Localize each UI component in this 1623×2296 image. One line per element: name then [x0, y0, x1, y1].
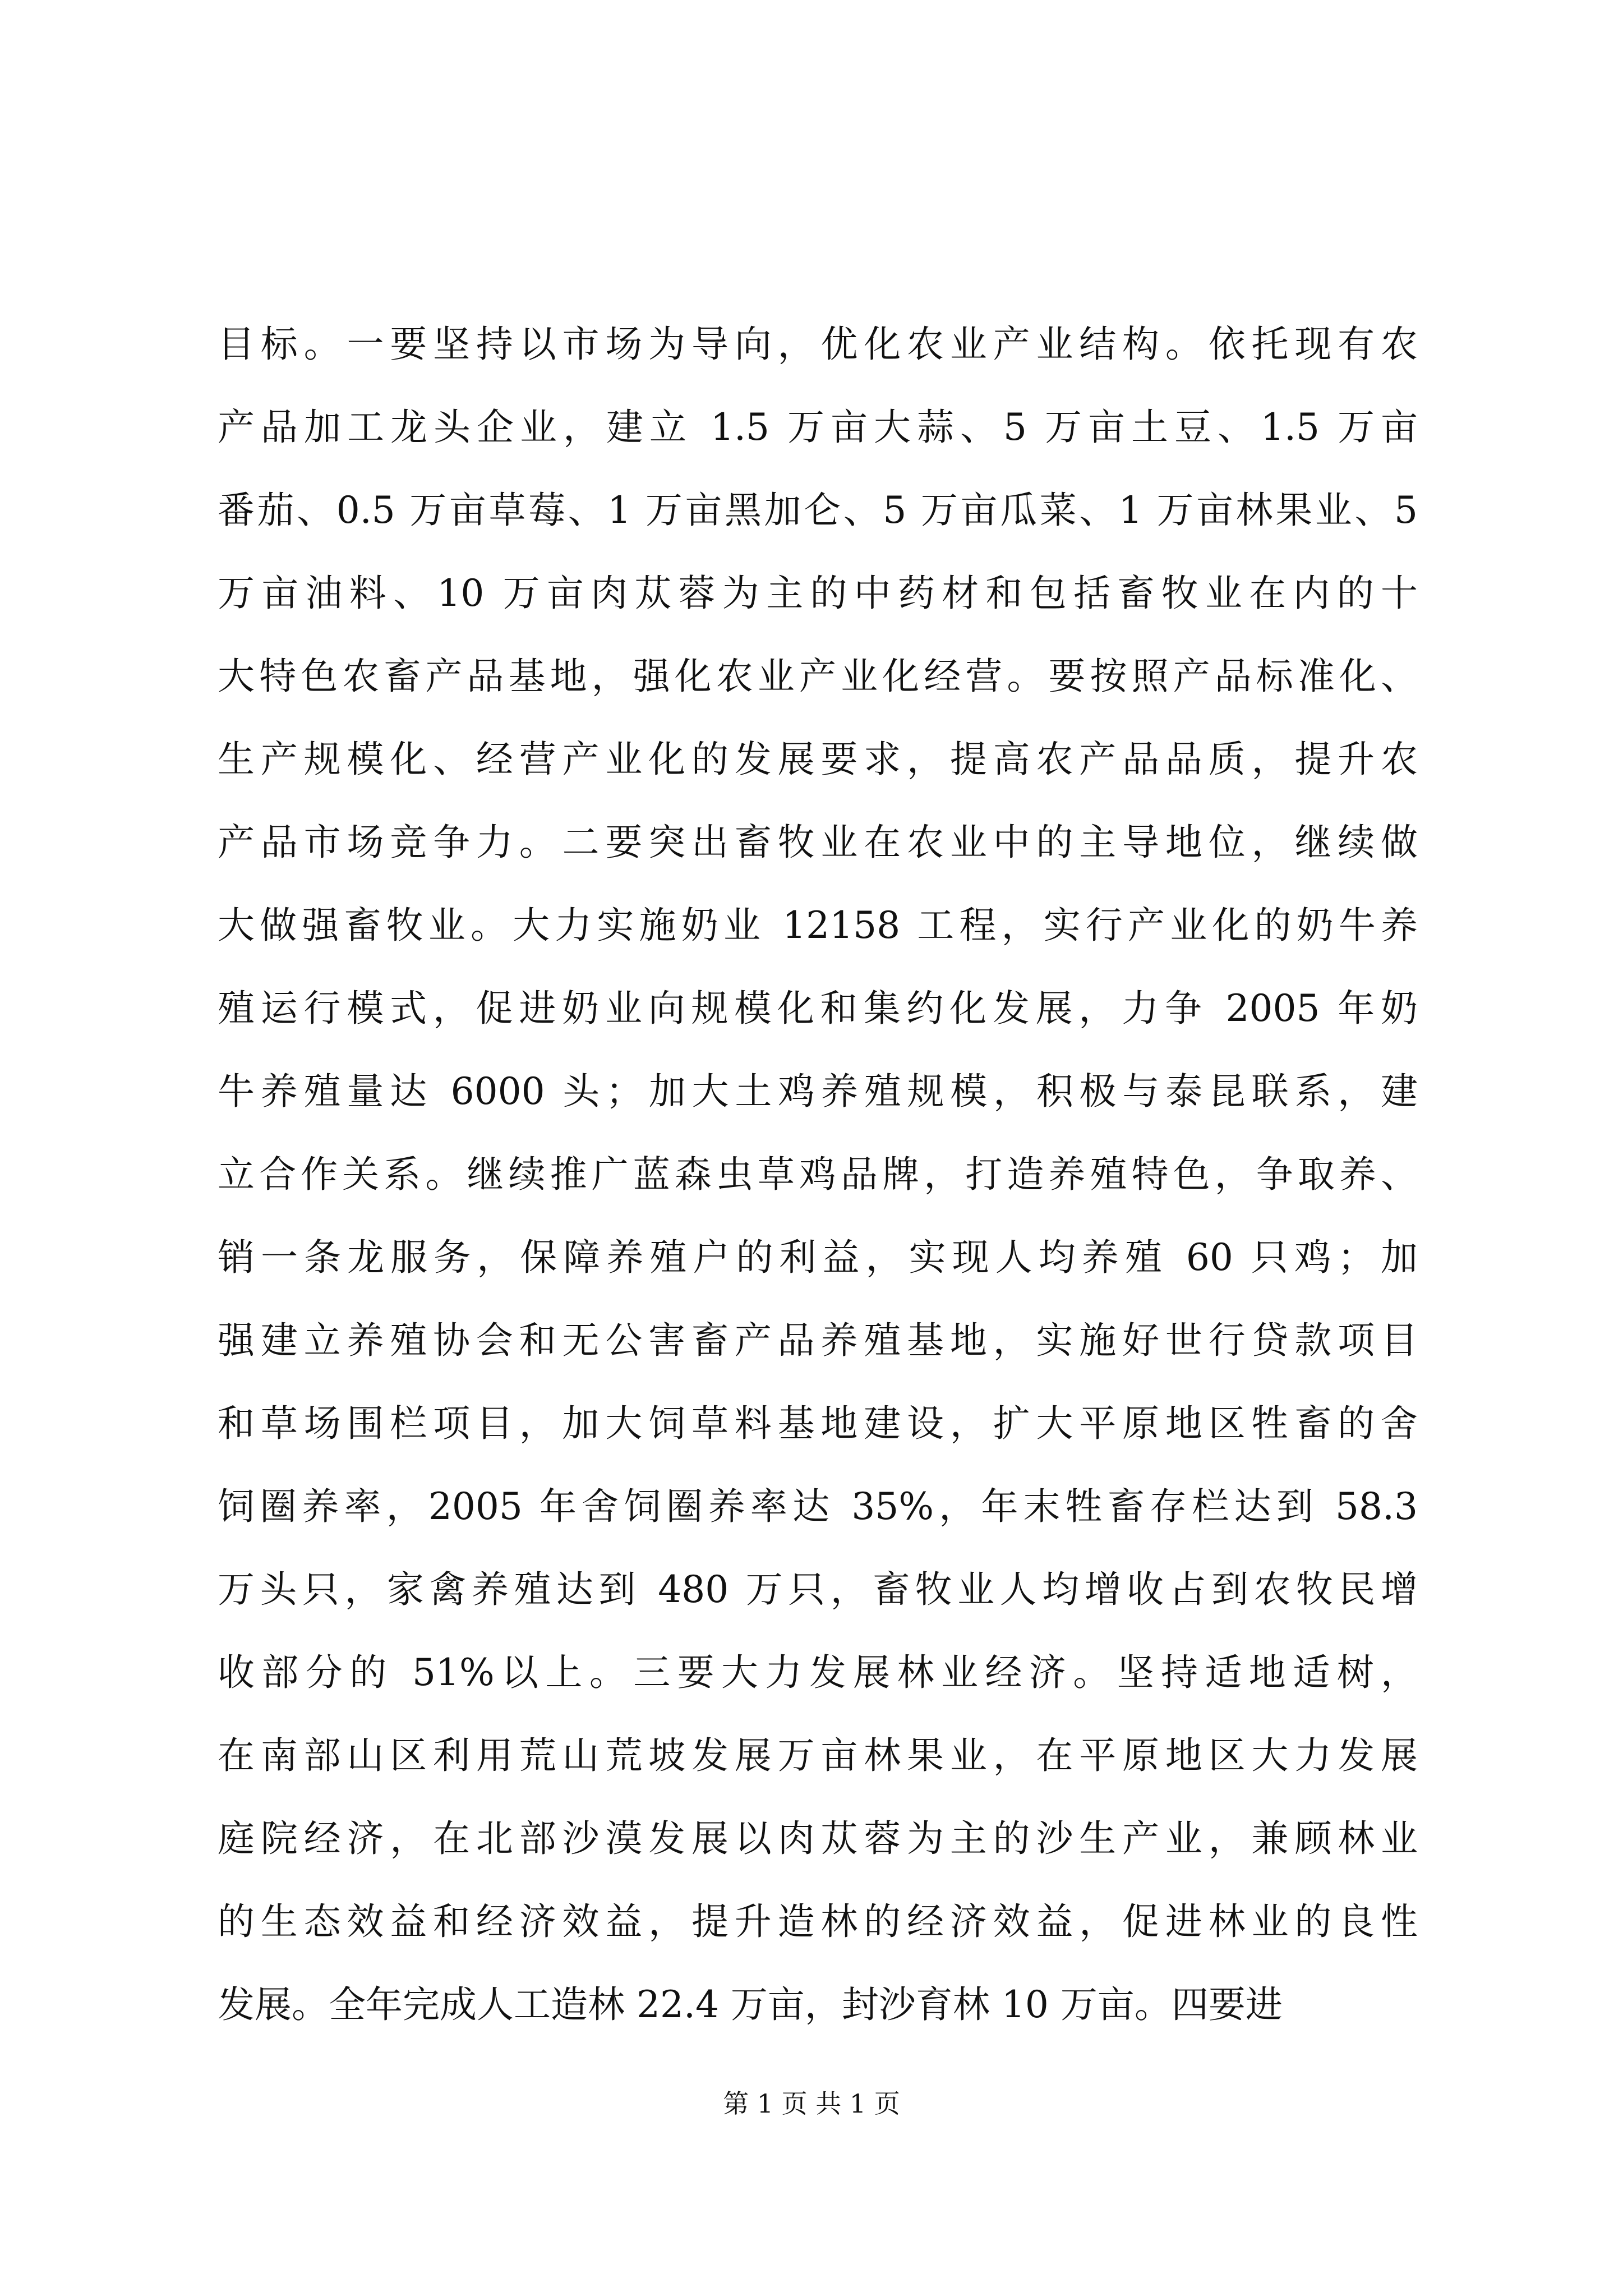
- text-line-4: 万亩油料、10 万亩肉苁蓉为主的中药材和包括畜牧业在内的十: [218, 572, 1418, 615]
- page-footer: 第 1 页 共 1 页: [723, 2088, 900, 2119]
- text-line-19: 庭院经济，在北部沙漠发展以肉苁蓉为主的沙生产业，兼顾林业: [218, 1817, 1418, 1860]
- text-line-21: 发展。全年完成人工造林 22.4 万亩，封沙育林 10 万亩。四要进: [218, 1983, 1283, 2026]
- text-line-9: 殖运行模式，促进奶业向规模化和集约化发展，力争 2005 年奶: [218, 987, 1418, 1030]
- text-line-11: 立合作关系。继续推广蓝森虫草鸡品牌，打造养殖特色，争取养、: [218, 1153, 1418, 1196]
- text-line-14: 和草场围栏项目，加大饲草料基地建设，扩大平原地区牲畜的舍: [218, 1402, 1418, 1445]
- text-line-2: 产品加工龙头企业，建立 1.5 万亩大蒜、5 万亩土豆、1.5 万亩: [218, 406, 1418, 449]
- text-line-10: 牛养殖量达 6000 头；加大土鸡养殖规模，积极与泰昆联系，建: [218, 1070, 1418, 1113]
- text-line-3: 番茄、0.5 万亩草莓、1 万亩黑加仑、5 万亩瓜菜、1 万亩林果业、5: [218, 489, 1418, 532]
- text-line-13: 强建立养殖协会和无公害畜产品养殖基地，实施好世行贷款项目: [218, 1319, 1418, 1362]
- text-line-12: 销一条龙服务，保障养殖户的利益，实现人均养殖 60 只鸡；加: [218, 1236, 1418, 1279]
- text-line-17: 收部分的 51%以上。三要大力发展林业经济。坚持适地适树，: [218, 1651, 1418, 1694]
- text-line-7: 产品市场竞争力。二要突出畜牧业在农业中的主导地位，继续做: [218, 821, 1418, 864]
- text-line-8: 大做强畜牧业。大力实施奶业 12158 工程，实行产业化的奶牛养: [218, 904, 1418, 947]
- text-line-15: 饲圈养率，2005 年舍饲圈养率达 35%，年末牲畜存栏达到 58.3: [218, 1485, 1418, 1528]
- text-line-5: 大特色农畜产品基地，强化农业产业化经营。要按照产品标准化、: [218, 655, 1418, 698]
- text-line-20: 的生态效益和经济效益，提升造林的经济效益，促进林业的良性: [218, 1900, 1418, 1943]
- text-line-1: 目标。一要坚持以市场为导向，优化农业产业结构。依托现有农: [218, 323, 1418, 366]
- text-line-16: 万头只，家禽养殖达到 480 万只，畜牧业人均增收占到农牧民增: [218, 1568, 1418, 1611]
- text-line-18: 在南部山区利用荒山荒坡发展万亩林果业，在平原地区大力发展: [218, 1734, 1418, 1777]
- text-line-6: 生产规模化、经营产业化的发展要求，提高农产品品质，提升农: [218, 738, 1418, 781]
- body-text: [218, 303, 1418, 2046]
